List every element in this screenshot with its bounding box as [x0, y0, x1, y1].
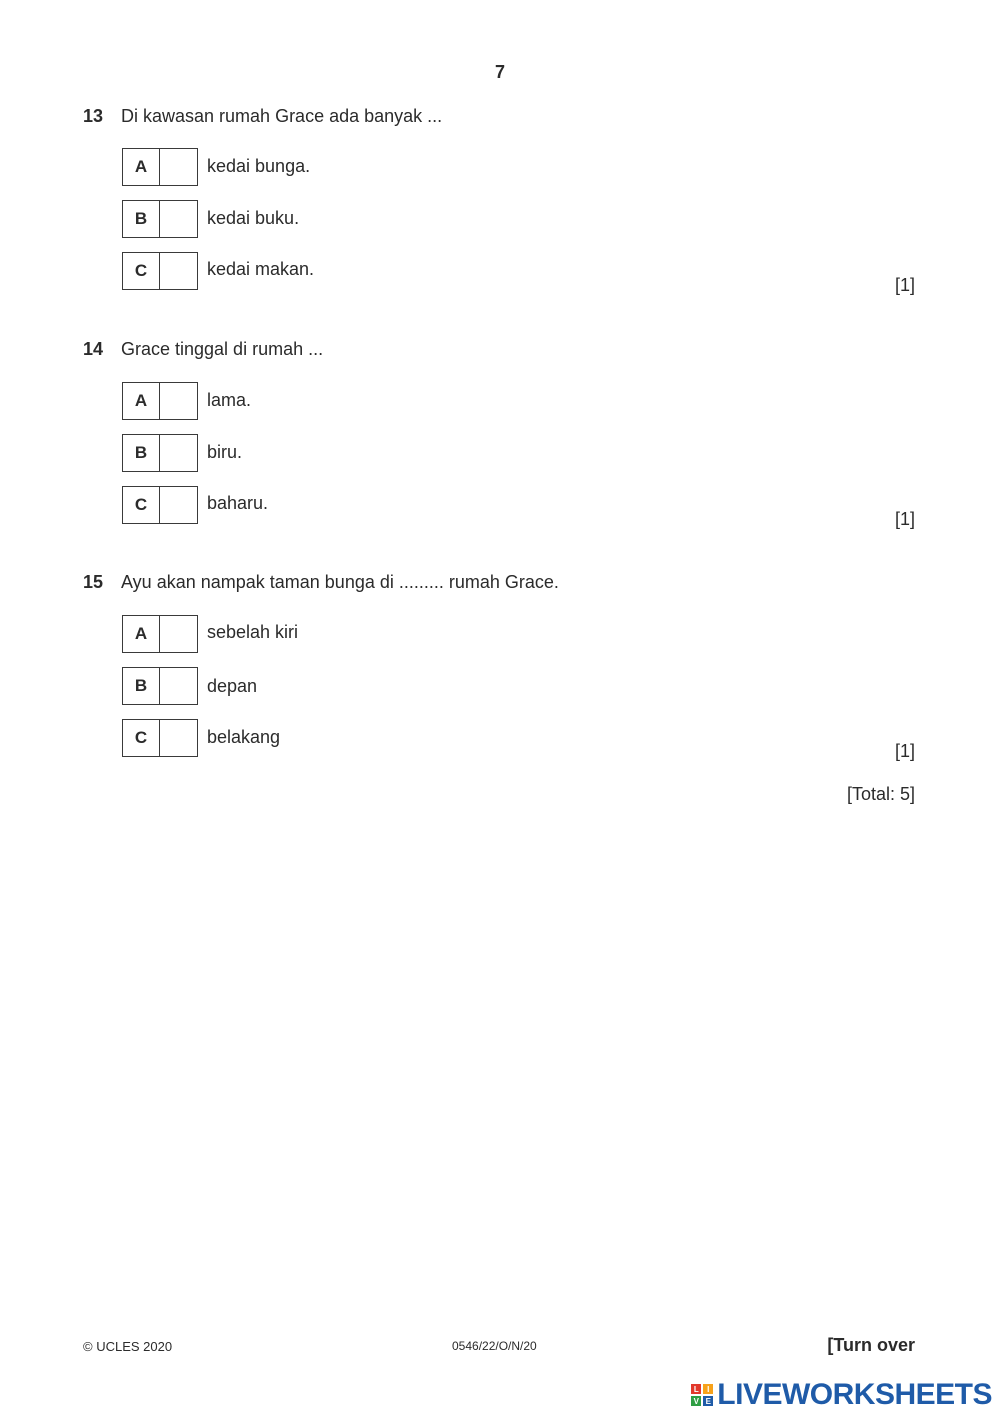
question-15-mark: [1] [894, 741, 915, 761]
option-letter: A [123, 149, 160, 185]
question-14-option-b-box [122, 434, 198, 472]
total-marks: [Total: 5] [846, 784, 915, 804]
question-13-number: 13 [83, 106, 104, 126]
liveworksheets-wordmark: LIVEWORKSHEETS [717, 1378, 992, 1411]
question-13-option-b-answer[interactable] [160, 201, 197, 237]
option-letter: C [123, 720, 160, 756]
question-15-option-b-answer[interactable] [160, 668, 197, 704]
option-letter: C [123, 253, 160, 289]
question-13-mark: [1] [894, 275, 915, 295]
question-14-text: Grace tinggal di rumah ... [121, 339, 324, 359]
question-14-option-c-answer[interactable] [160, 487, 197, 523]
option-letter: B [123, 201, 160, 237]
question-13-option-b-box [122, 200, 198, 238]
footer-paper-code: 0546/22/O/N/20 [452, 1339, 537, 1353]
question-14-number: 14 [83, 339, 104, 359]
logo-tile: L [691, 1384, 701, 1394]
question-14-option-c-box [122, 486, 198, 524]
question-15-option-c-answer[interactable] [160, 720, 197, 756]
question-15-option-a-text: sebelah kiri [207, 622, 299, 642]
question-14-mark: [1] [894, 509, 915, 529]
option-letter: A [123, 616, 160, 652]
question-14-option-a-text: lama. [207, 390, 252, 410]
question-14-option-a-box [122, 382, 198, 420]
page-number: 7 [494, 62, 505, 82]
question-15-number: 15 [83, 572, 104, 592]
question-13-option-c-text: kedai makan. [207, 259, 315, 279]
question-13-option-c-box [122, 252, 198, 290]
question-13-option-c-answer[interactable] [160, 253, 197, 289]
option-letter: B [123, 668, 160, 704]
liveworksheets-logo-icon [691, 1384, 713, 1406]
logo-tile: V [691, 1396, 701, 1406]
footer-turn-over: [Turn over [827, 1335, 915, 1355]
question-13-option-a-answer[interactable] [160, 149, 197, 185]
question-15-option-c-text: belakang [207, 727, 281, 747]
question-13-option-a-box [122, 148, 198, 186]
question-13-option-b-text: kedai buku. [207, 208, 300, 228]
question-13-option-a-text: kedai bunga. [207, 156, 311, 176]
question-15-option-b-text: depan [207, 676, 258, 696]
option-letter: A [123, 383, 160, 419]
question-15-text: Ayu akan nampak taman bunga di ......... rumah Grace. [121, 572, 559, 592]
option-letter: B [123, 435, 160, 471]
question-14-option-a-answer[interactable] [160, 383, 197, 419]
question-15-option-c-box [122, 719, 198, 757]
question-14-option-b-text: biru. [207, 442, 243, 462]
option-letter: C [123, 487, 160, 523]
footer-copyright: © UCLES 2020 [83, 1339, 173, 1354]
question-13-text: Di kawasan rumah Grace ada banyak ... [121, 106, 443, 126]
logo-tile: E [703, 1396, 713, 1406]
question-15-option-a-answer[interactable] [160, 616, 197, 652]
logo-tile: I [703, 1384, 713, 1394]
question-14-option-b-answer[interactable] [160, 435, 197, 471]
question-15-option-b-box [122, 667, 198, 705]
question-15-option-a-box [122, 615, 198, 653]
question-14-option-c-text: baharu. [207, 493, 269, 513]
liveworksheets-logo [691, 1378, 992, 1412]
